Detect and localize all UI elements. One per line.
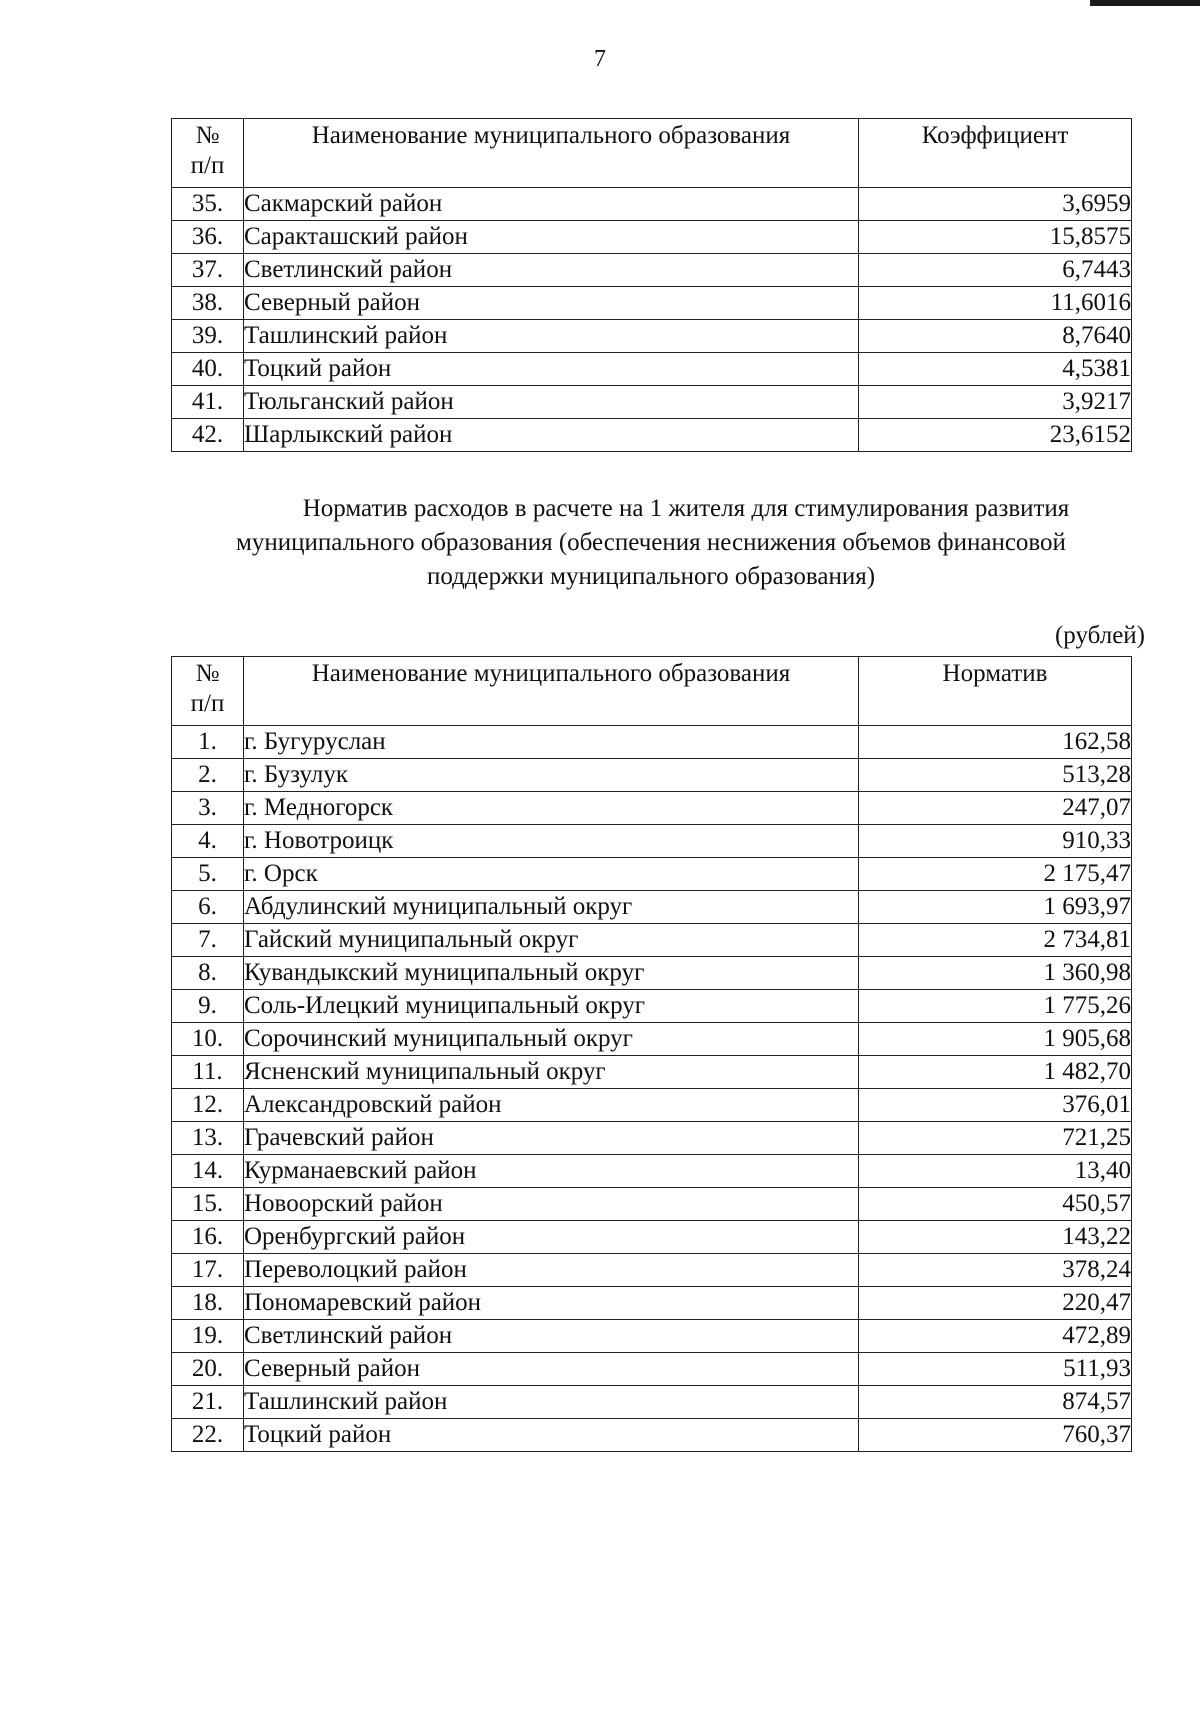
row-name: Ясненский муниципальный округ	[244, 1056, 859, 1089]
row-name: Новоорский район	[244, 1188, 859, 1221]
header-number-line1: №	[195, 660, 220, 687]
table-row	[172, 825, 1132, 858]
header-number	[172, 119, 244, 188]
table-row	[172, 221, 1132, 254]
table-row	[172, 957, 1132, 990]
section-title	[171, 492, 1131, 594]
table-row	[172, 924, 1132, 957]
row-name: г. Медногорск	[244, 792, 859, 825]
table-header-row	[172, 119, 1132, 188]
row-value: 378,24	[859, 1254, 1132, 1287]
row-name: Кувандыкский муниципальный округ	[244, 957, 859, 990]
row-name: Светлинский район	[244, 254, 859, 287]
norm-table	[171, 656, 1132, 1452]
row-name: Тоцкий район	[244, 353, 859, 386]
table-row	[172, 1056, 1132, 1089]
row-name: Ташлинский район	[244, 320, 859, 353]
row-value: 162,58	[859, 726, 1132, 759]
row-value: 3,9217	[859, 386, 1132, 419]
header-name: Наименование муниципального образования	[244, 657, 859, 726]
row-value: 8,7640	[859, 320, 1132, 353]
table-row	[172, 320, 1132, 353]
row-name: Грачевский район	[244, 1122, 859, 1155]
row-value: 472,89	[859, 1320, 1132, 1353]
row-value: 2 734,81	[859, 924, 1132, 957]
row-name: г. Новотроицк	[244, 825, 859, 858]
row-name: Курманаевский район	[244, 1155, 859, 1188]
row-number: 20.	[172, 1353, 244, 1386]
table-row	[172, 1287, 1132, 1320]
row-number: 10.	[172, 1023, 244, 1056]
table-row	[172, 1155, 1132, 1188]
section-title-line2: муниципального образования (обеспечения неснижения объемов финансовой	[236, 529, 1066, 556]
row-name: Тоцкий район	[244, 1419, 859, 1452]
table-row	[172, 188, 1132, 221]
header-coefficient: Коэффициент	[859, 119, 1132, 188]
row-name: г. Орск	[244, 858, 859, 891]
row-number: 36.	[172, 221, 244, 254]
section-title-line1: Норматив расходов в расчете на 1 жителя для стимулирования развития	[302, 495, 1070, 522]
row-value: 910,33	[859, 825, 1132, 858]
row-number: 42.	[172, 419, 244, 452]
row-value: 511,93	[859, 1353, 1132, 1386]
table-row	[172, 254, 1132, 287]
table-row	[172, 1221, 1132, 1254]
row-value: 721,25	[859, 1122, 1132, 1155]
table-row	[172, 1353, 1132, 1386]
table-row	[172, 858, 1132, 891]
row-value: 6,7443	[859, 254, 1132, 287]
row-name: Гайский муниципальный округ	[244, 924, 859, 957]
row-number: 8.	[172, 957, 244, 990]
row-value: 2 175,47	[859, 858, 1132, 891]
table-row	[172, 1320, 1132, 1353]
row-value: 513,28	[859, 759, 1132, 792]
row-number: 38.	[172, 287, 244, 320]
row-number: 4.	[172, 825, 244, 858]
row-name: г. Бугуруслан	[244, 726, 859, 759]
table-row	[172, 353, 1132, 386]
row-number: 9.	[172, 990, 244, 1023]
row-value: 11,6016	[859, 287, 1132, 320]
row-value: 1 360,98	[859, 957, 1132, 990]
row-name: Тюльганский район	[244, 386, 859, 419]
row-value: 450,57	[859, 1188, 1132, 1221]
table-row	[172, 1386, 1132, 1419]
row-name: Пономаревский район	[244, 1287, 859, 1320]
row-name: г. Бузулук	[244, 759, 859, 792]
header-number-line2: п/п	[190, 690, 225, 717]
table-row	[172, 386, 1132, 419]
row-number: 1.	[172, 726, 244, 759]
row-name: Шарлыкский район	[244, 419, 859, 452]
row-value: 143,22	[859, 1221, 1132, 1254]
scan-edge-mark	[1090, 0, 1200, 6]
table-row	[172, 1023, 1132, 1056]
table-row	[172, 1254, 1132, 1287]
row-name: Абдулинский муниципальный округ	[244, 891, 859, 924]
row-value: 874,57	[859, 1386, 1132, 1419]
units-label: (рублей)	[1054, 622, 1145, 649]
section-title-line3: поддержки муниципального образования)	[426, 563, 876, 590]
row-number: 21.	[172, 1386, 244, 1419]
row-number: 3.	[172, 792, 244, 825]
row-number: 5.	[172, 858, 244, 891]
row-value: 23,6152	[859, 419, 1132, 452]
row-number: 15.	[172, 1188, 244, 1221]
row-value: 3,6959	[859, 188, 1132, 221]
coefficient-table	[171, 118, 1132, 452]
row-value: 760,37	[859, 1419, 1132, 1452]
row-name: Ташлинский район	[244, 1386, 859, 1419]
table-row	[172, 792, 1132, 825]
row-value: 13,40	[859, 1155, 1132, 1188]
row-name: Светлинский район	[244, 1320, 859, 1353]
row-number: 39.	[172, 320, 244, 353]
header-number	[172, 657, 244, 726]
row-name: Сакмарский район	[244, 188, 859, 221]
table-row	[172, 419, 1132, 452]
row-number: 18.	[172, 1287, 244, 1320]
table-row	[172, 1089, 1132, 1122]
row-number: 22.	[172, 1419, 244, 1452]
row-value: 247,07	[859, 792, 1132, 825]
row-number: 6.	[172, 891, 244, 924]
row-number: 14.	[172, 1155, 244, 1188]
norm-table-body	[172, 726, 1132, 1452]
table-row	[172, 759, 1132, 792]
row-number: 41.	[172, 386, 244, 419]
table-row	[172, 1188, 1132, 1221]
row-value: 1 482,70	[859, 1056, 1132, 1089]
row-number: 16.	[172, 1221, 244, 1254]
row-number: 7.	[172, 924, 244, 957]
header-name: Наименование муниципального образования	[244, 119, 859, 188]
row-value: 376,01	[859, 1089, 1132, 1122]
table-header-row	[172, 657, 1132, 726]
page-number: 7	[594, 46, 606, 72]
table-row	[172, 990, 1132, 1023]
row-number: 40.	[172, 353, 244, 386]
header-norm: Норматив	[859, 657, 1132, 726]
row-name: Переволоцкий район	[244, 1254, 859, 1287]
row-name: Сорочинский муниципальный округ	[244, 1023, 859, 1056]
row-number: 17.	[172, 1254, 244, 1287]
table-row	[172, 726, 1132, 759]
row-value: 15,8575	[859, 221, 1132, 254]
row-number: 12.	[172, 1089, 244, 1122]
table-row	[172, 287, 1132, 320]
row-number: 19.	[172, 1320, 244, 1353]
row-number: 37.	[172, 254, 244, 287]
row-name: Соль-Илецкий муниципальный округ	[244, 990, 859, 1023]
row-number: 2.	[172, 759, 244, 792]
table-row	[172, 1419, 1132, 1452]
row-number: 35.	[172, 188, 244, 221]
row-value: 1 693,97	[859, 891, 1132, 924]
row-value: 4,5381	[859, 353, 1132, 386]
coefficient-table-body	[172, 188, 1132, 452]
row-value: 220,47	[859, 1287, 1132, 1320]
table-row	[172, 891, 1132, 924]
row-number: 13.	[172, 1122, 244, 1155]
row-number: 11.	[172, 1056, 244, 1089]
row-name: Саракташский район	[244, 221, 859, 254]
row-value: 1 775,26	[859, 990, 1132, 1023]
header-number-line1: №	[195, 122, 220, 149]
row-name: Оренбургский район	[244, 1221, 859, 1254]
row-name: Северный район	[244, 1353, 859, 1386]
header-number-line2: п/п	[190, 152, 225, 179]
table-row	[172, 1122, 1132, 1155]
row-name: Северный район	[244, 287, 859, 320]
row-value: 1 905,68	[859, 1023, 1132, 1056]
row-name: Александровский район	[244, 1089, 859, 1122]
